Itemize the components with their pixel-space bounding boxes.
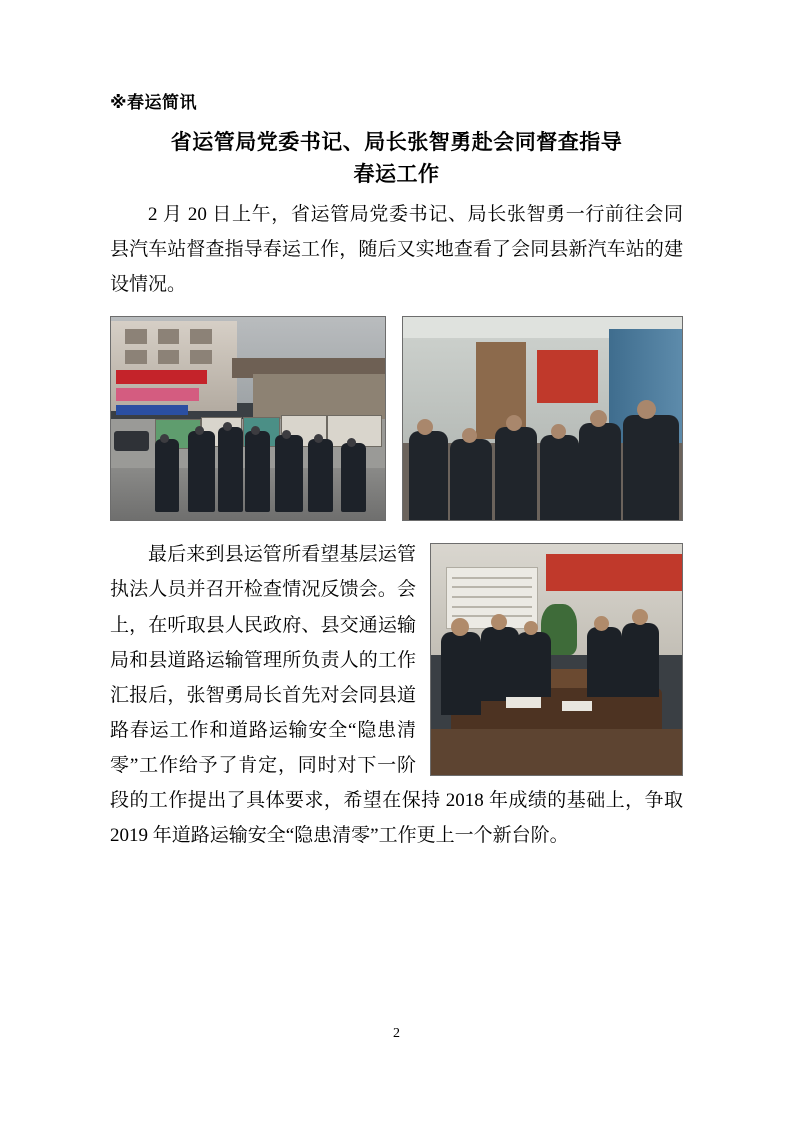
page-title-line-1: 省运管局党委书记、局长张智勇赴会同督查指导: [170, 129, 623, 154]
document-content: [110, 92, 683, 854]
photo-indoor-inspection: [402, 316, 683, 521]
section-tag: ※春运简讯: [110, 93, 198, 113]
paragraph-2-block: [110, 537, 683, 853]
photo-feedback-meeting: [430, 543, 683, 776]
paragraph-1: 2 月 20 日上午，省运管局党委书记、局长张智勇一行前往会同县汽车站督查指导春运工作，随后又实地查看了会同县新汽车站的建设情况。: [110, 203, 683, 296]
photo-row: [110, 316, 683, 521]
page-title-line-2: 春运工作: [353, 162, 440, 187]
photo-bus-station-inspection: [110, 316, 386, 521]
page-title: [110, 126, 683, 191]
paragraph-2: 最后来到县运管所看望基层运管执法人员并召开检查情况反馈会。会上，在听取县人民政府、县交通运输局和县道路运输管理所负责人的工作汇报后，张智勇局长首先对会同县道路春运工作和道路运输安全“隐患清零”工作给予了肯定，同时对下一阶段的工作提出了具体要求，希望在保持 2018 年成绩的基础上，争取 2019 年道路运输安全“隐患清零”工作更上一个新台阶。: [110, 544, 683, 847]
page-number: 2: [393, 1026, 400, 1041]
